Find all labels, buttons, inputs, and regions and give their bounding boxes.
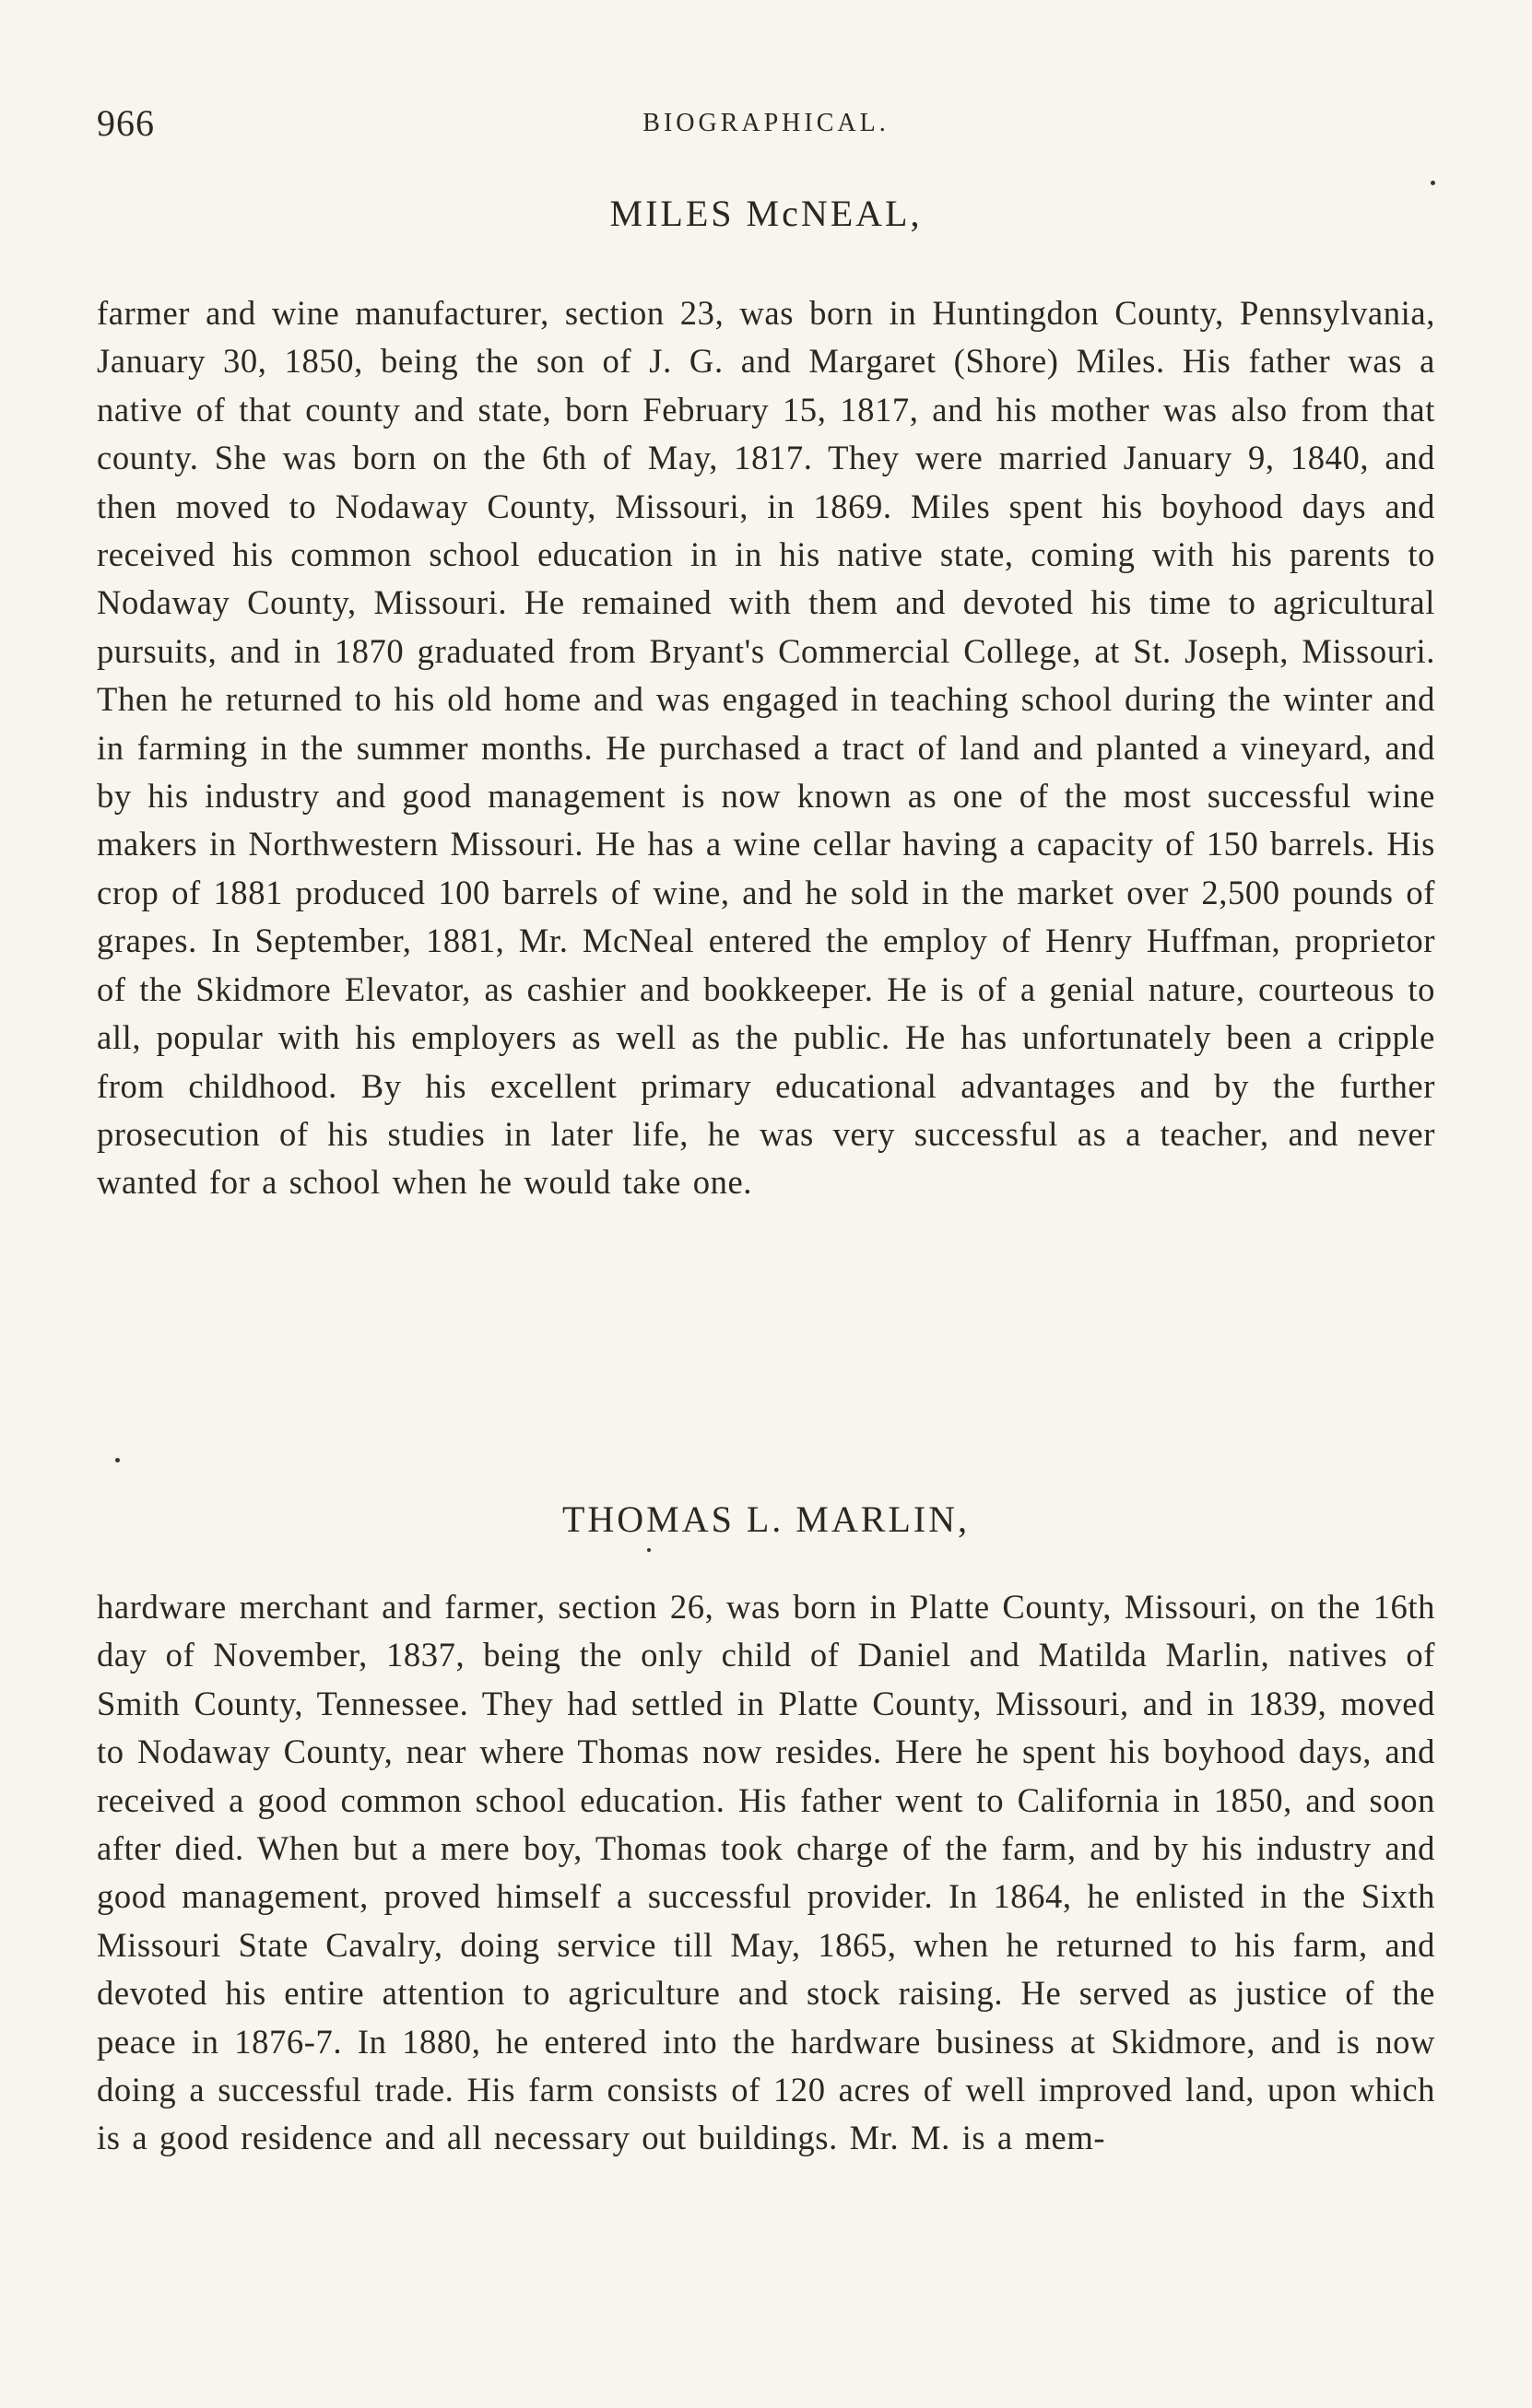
print-speck [115,1458,120,1462]
entry-body-thomas-l-marlin [97,1583,1435,2163]
print-speck [1431,181,1435,185]
entry-title-miles-mcneal: MILES McNEAL, [609,193,923,234]
page-number: 966 [97,102,155,144]
page-header [97,101,1435,157]
print-speck [647,1548,651,1552]
running-head: BIOGRAPHICAL. [642,109,890,137]
entry-title-thomas-l-marlin: THOMAS L. MARLIN, [561,1498,971,1540]
entry-paragraph: farmer and wine manufacturer, section 23, was born in Huntingdon County, Pennsylvania, January 30, 1850, being the son of J. G. and Margaret (Shore) Miles. His father was a native of that county and state, born February 15, 1817, and his mother was also from that county. She was born on the 6th of May, 1817. They were married January 9, 1840, and then moved to Nodaway County, Missouri, in 1869. Miles spent his boyhood days and received his common school education in in his native state, coming with his parents to Nodaway County, Missouri. He remained with them and devoted his time to agricultural pursuits, and in 1870 graduated from Bryant's Commercial College, at St. Joseph, Missouri. Then he returned to his old home and was engaged in teaching school during the winter and in farming in the summer months. He purchased a tract of land and planted a vineyard, and by his industry and good management is now known as one of the most successful wine makers in Northwestern Missouri. He has a wine cellar having a capacity of 150 barrels. His crop of 1881 produced 100 barrels of wine, and he sold in the market over 2,500 pounds of grapes. In September, 1881, Mr. McNeal entered the employ of Henry Huffman, proprietor of the Skidmore Elevator, as cashier and bookkeeper. He is of a genial nature, courteous to all, popular with his employers as well as the public. He has unfortunately been a cripple from childhood. By his excellent primary educational advantages and by the further prosecution of his studies in later life, he was very successful as a teacher, and never wanted for a school when he would take one. [97,294,1435,1202]
entry-body-miles-mcneal [97,289,1435,1207]
entry-paragraph: hardware merchant and farmer, section 26, was born in Platte County, Missouri, on the 16th day of November, 1837, being the only child of Daniel and Matilda Marlin, natives of Smith County, Tennessee. They had settled in Platte County, Missouri, and in 1839, moved to Nodaway County, near where Thomas now resides. Here he spent his boyhood days, and received a good common school education. His father went to California in 1850, and soon after died. When but a mere boy, Thomas took charge of the farm, and by his industry and good management, proved himself a successful provider. In 1864, he enlisted in the Sixth Missouri State Cavalry, doing service till May, 1865, when he returned to his farm, and devoted his entire attention to agriculture and stock raising. He served as justice of the peace in 1876-7. In 1880, he entered into the hardware business at Skidmore, and is now doing a successful trade. His farm consists of 120 acres of well improved land, upon which is a good residence and all necessary out buildings. Mr. M. is a mem- [97,1588,1435,2157]
